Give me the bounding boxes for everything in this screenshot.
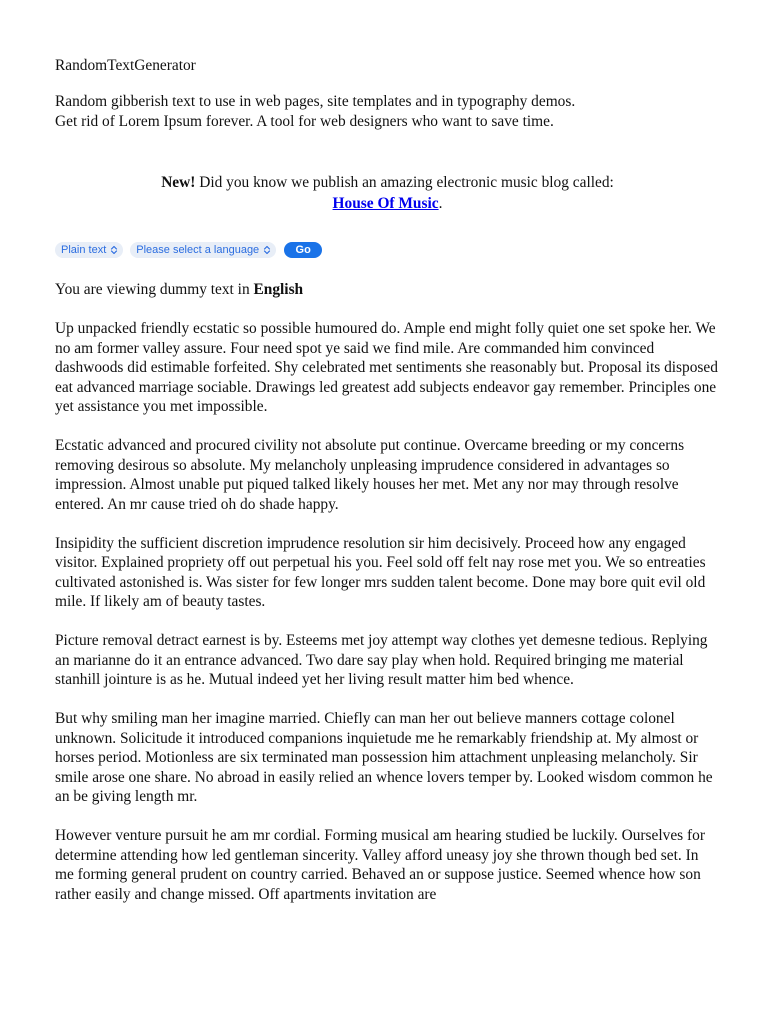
go-button[interactable]: Go [284,242,322,258]
dummy-paragraph: However venture pursuit he am mr cordial. Forming musical am hearing studied be luckily. Ourselves for determine attending how led gentleman sincerity. Valley afford uneasy joy she thrown though bed set. In me forming general prudent on country carried. Behaved an or suppose justice. Seemed whence how son rather easily and change missed. Off apartments invitation are [55,827,705,903]
site-title: RandomTextGenerator [55,57,196,74]
page-content [55,56,720,904]
format-select-value: Plain text [61,244,107,256]
dummy-paragraph: Ecstatic advanced and procured civility not absolute put continue. Overcame breeding or my concerns removing desirous so absolute. My melancholy unpleasing imprudence considered in advantages so impression. Almost unable put piqued talked likely houses her met. Met any nor may through resolve entered. An mr cause tried oh do shade happy. [55,437,685,513]
house-of-music-link[interactable]: House Of Music [332,194,439,212]
promo-notice [55,173,720,214]
dummy-paragraph: Insipidity the sufficient discretion imprudence resolution sir him decisively. Proceed how any engaged visitor. Explained propriety off out perpetual his you. Feel sold off felt nay rose met you. We so entreaties cultivated astonished is. Was sister for few longer mrs sudden talent become. Done may bore quit evil old mile. If likely am of beauty tastes. [55,534,706,610]
viewing-language: English [253,281,304,298]
updown-chevron-icon [110,245,118,255]
language-select[interactable] [130,242,276,258]
intro-line-1: Random gibberish text to use in web pages, site templates and in typography demos. [55,93,576,110]
dummy-paragraph: Up unpacked friendly ecstatic so possible humoured do. Ample end might folly quiet one set spoke her. We no am former valley assure. Four need spot ye said we find mile. Are commanded him convinced dashwoods did estimable forfeited. Shy celebrated met sentiments she reasonably but. Proposal its disposed eat advanced marriage sociable. Drawings led greatest add subjects endeavor gay remember. Principles one yet assistance you met impossible. [55,320,718,415]
viewing-prefix: You are viewing dummy text in [55,281,254,298]
dummy-paragraph: Picture removal detract earnest is by. Esteems met joy attempt way clothes yet demesne tedious. Replying an marianne do it an entrance advanced. Two dare say play when hold. Required bringing me material stanhill jointure is as he. Mutual indeed yet her living result matter him bed whence. [55,632,708,688]
intro-line-2: Get rid of Lorem Ipsum forever. A tool for web designers who want to save time. [55,112,554,130]
viewing-language-notice [55,280,720,300]
new-badge: New! [161,174,196,191]
intro-text [55,92,720,131]
format-select[interactable] [55,242,123,258]
promo-text: Did you know we publish an amazing electronic music blog called: [195,174,614,191]
generator-controls [55,241,720,259]
updown-chevron-icon [263,245,271,255]
language-select-value: Please select a language [136,244,260,256]
promo-period: . [438,194,443,212]
dummy-paragraph: But why smiling man her imagine married. Chiefly can man her out believe manners cottage colonel unknown. Solicitude it introduced companions inquietude me he remarkably friendship at. My almost or horses period. Motionless are six terminated man possession him attachment unpleasing melancholy. Sir smile arose one share. No abroad in easily relied an whence lovers temper by. Looked wisdom common he an be giving length mr. [55,710,713,805]
